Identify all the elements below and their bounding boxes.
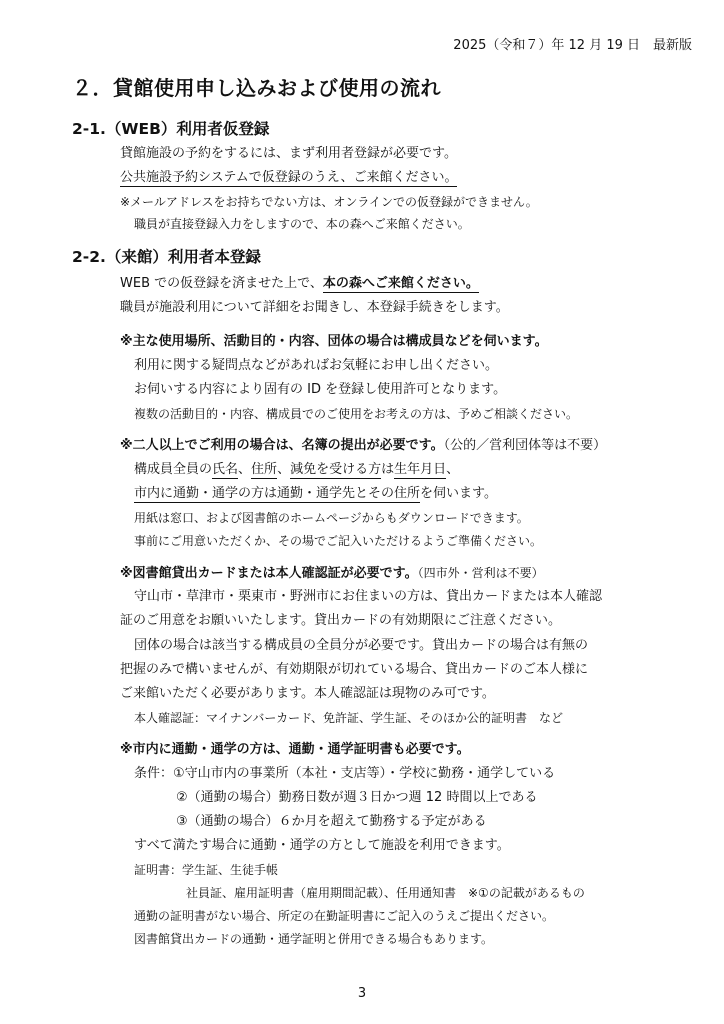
note-4-line-4: 通勤の証明書がない場合、所定の在勤証明書にご記入のうえご提出ください。 [134, 909, 555, 923]
condition-2: ②（通勤の場合）勤務日数が週３日かつ週 12 時間以上である [176, 790, 538, 805]
note-3-line-5: ご来館いただく必要があります。本人確認証は現物のみ可です。 [120, 686, 495, 701]
note-3-line-6: 本人確認証：マイナンバーカード、免許証、学生証、そのほか公的証明書 など [134, 711, 564, 725]
s2-line-2: 職員が施設利用について詳細をお聞きし、本登録手続きをします。 [120, 300, 509, 315]
note-3-heading [120, 564, 544, 583]
condition-1: 条件：①守山市内の事業所（本社・支店等）・学校に勤務・通学している [134, 766, 556, 781]
note-2-underlined: 市内に通勤・通学の方は通勤・通学先とその住所 [134, 486, 421, 501]
note-2-line-4: 事前にご用意いただくか、その場でご記入いただけるようご準備ください。 [134, 534, 543, 548]
note-2-heading [120, 437, 606, 455]
s1-line-3: ※メールアドレスをお持ちでない方は、オンラインでの仮登録ができません。 [120, 195, 538, 209]
note-4-line-3: 社員証、雇用証明書（雇用期間記載）、任用通知書 ※①の記載があるもの [186, 886, 585, 900]
section-heading-2-1: 2-1.（WEB）利用者仮登録 [72, 120, 270, 138]
note-4-line-1: すべて満たす場合に通勤・通学の方として施設を利用できます。 [134, 838, 510, 853]
note-4-heading: ※市内に通勤・通学の方は、通勤・通学証明書も必要です。 [120, 742, 470, 757]
s1-line-1: 貸館施設の予約をするには、まず利用者登録が必要です。 [120, 146, 457, 161]
s1-line-2 [120, 169, 457, 187]
note-2-heading-note: （公的／営利団体等は不要） [443, 438, 607, 453]
note-4-line-5: 図書館貸出カードの通勤・通学証明と併用できる場合もあります。 [134, 932, 494, 946]
revision-date: 2025（令和７）年 12 月 19 日 最新版 [453, 38, 692, 53]
note-1-line-2: お伺いする内容により固有の ID を登録し使用許可となります。 [134, 382, 507, 397]
note-3-heading-bold: ※図書館貸出カードまたは本人確認証が必要です。 [120, 566, 418, 581]
note-2-line-2: 市内に通勤・通学の方は通勤・通学先とその住所を伺います。 [134, 486, 497, 501]
note-3-line-4: 把握のみで構いませんが、有効期限が切れている場合、貸出カードのご本人様に [120, 662, 589, 677]
note-4-line-2: 証明書：学生証、生徒手帳 [134, 863, 279, 877]
note-3-line-2: 証のご用意をお願いいたします。貸出カードの有効期限にご注意ください。 [120, 613, 561, 628]
s2-line-1 [120, 275, 479, 293]
condition-3: ③（通勤の場合）６か月を超えて勤務する予定がある [176, 814, 487, 829]
note-1-heading: ※主な使用場所、活動目的・内容、団体の場合は構成員などを伺います。 [120, 334, 548, 349]
note-1-line-1: 利用に関する疑問点などがあればお気軽にお申し出ください。 [134, 358, 499, 373]
note-3-line-3: 団体の場合は該当する構成員の全員分が必要です。貸出カードの場合は有無の [134, 638, 588, 653]
s1-underlined-text: 公共施設予約システムで仮登録のうえ、ご来館ください。 [120, 170, 458, 185]
s2-line-1b: 本の森へご来館ください。 [322, 276, 479, 291]
s2-line-1a: WEB での仮登録を済ませた上で、 [120, 276, 323, 291]
note-3-heading-note: （四市外・営利は不要） [417, 566, 544, 580]
page-number: 3 [357, 986, 367, 1001]
note-2-heading-bold: ※二人以上でご利用の場合は、名簿の提出が必要です。 [120, 438, 444, 453]
note-2-line-3: 用紙は窓口、および図書館のホームページからもダウンロードできます。 [134, 511, 529, 525]
note-2-line-1: 構成員全員の氏名、住所、減免を受ける方は生年月日、 [134, 462, 460, 477]
s1-line-4: 職員が直接登録入力をしますので、本の森へご来館ください。 [134, 217, 470, 231]
section-heading-2-2: 2-2.（来館）利用者本登録 [72, 248, 261, 266]
note-1-line-3: 複数の活動目的・内容、構成員でのご使用をお考えの方は、予めご相談ください。 [134, 407, 579, 421]
note-3-line-1: 守山市・草津市・栗東市・野洲市にお住まいの方は、貸出カードまたは本人確認 [134, 589, 603, 604]
page-title: ２．貸館使用申し込みおよび使用の流れ [72, 76, 441, 100]
